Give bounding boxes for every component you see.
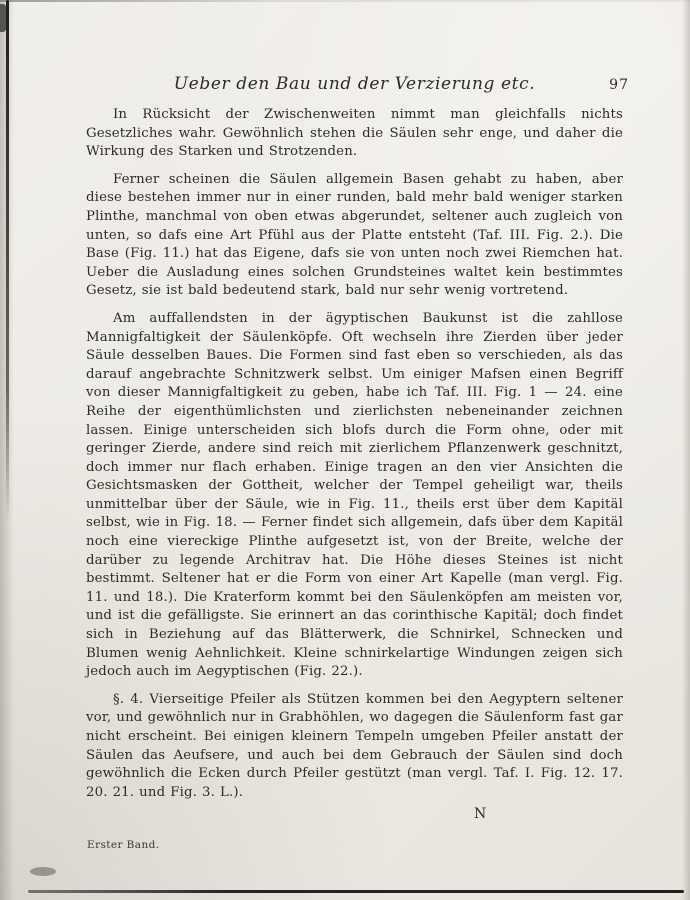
scan-edge-top — [0, 0, 690, 2]
binding-crease-line — [6, 0, 9, 520]
page-body — [86, 106, 623, 802]
page-header — [86, 74, 629, 94]
scan-edge-bottom-line — [28, 890, 684, 893]
paragraph: §. 4. Vierseitige Pfeiler als Stützen kommen bei den Aegyptern seltener vor, und gewöhnlich nur in Grabhöhlen, wo dagegen die Säulenform fast gar nicht erscheint. Bei einigen kleinern Tempeln umgeben Pfeiler anstatt der Säulen das Aeufsere, und auch bei dem Gebrauch der Säulen sind doch gewöhnlich die Ecken durch Pfeiler gestützt (man vergl. Taf. I. Fig. 12. 17. 20. 21. und Fig. 3. L.). — [86, 691, 623, 800]
page-number: 97 — [609, 77, 629, 93]
paragraph: Ferner scheinen die Säulen allgemein Basen gehabt zu haben, aber diese bestehen immer nur in einer runden, bald mehr bald weniger starken Plinthe, manchmal von oben etwas abgerundet, seltener auch zugleich von unten, so dafs eine Art Pfühl aus der Platte entsteht (Taf. III. Fig. 2.). Die Base (Fig. 11.) hat das Eigene, dafs sie von unten noch zwei Riemchen hat. Ueber die Ausladung eines solchen Grundsteines waltet kein bestimmtes Gesetz, sie ist bald bedeutend stark, bald nur sehr wenig vortretend. — [86, 171, 623, 299]
scan-edge-right — [682, 0, 690, 900]
running-title: Ueber den Bau und der Verzierung etc. — [173, 74, 536, 94]
scan-speck — [0, 4, 6, 32]
paragraph: In Rücksicht der Zwischenweiten nimmt man gleichfalls nichts Gesetzliches wahr. Gewöhnlich stehen die Säulen sehr enge, und daher die Wirkung des Starken und Strotzenden. — [86, 107, 623, 160]
volume-label: Erster Band. — [87, 839, 160, 851]
paragraph: Am auffallendsten in der ägyptischen Baukunst ist die zahllose Mannigfaltigkeit der Säulenköpfe. Oft wechseln ihre Zierden über jeder Säule desselben Baues. Die Formen sind fast eben so verschieden, als das darauf angebrachte Schnitzwerk selbst. Um einiger Mafsen einen Begriff von dieser Mannigfaltigkeit zu geben, habe ich Taf. III. Fig. 1 — 24. eine Reihe der eigenthümlichsten und zierlichsten nebeneinander zeichnen lassen. Einige unterscheiden sich blofs durch die Form ohne, oder mit geringer Zierde, andere sind reich mit zierlichem Pflanzenwerk geschnitzt, doch immer nur flach erhaben. Einige tragen an den vier Ansichten die Gesichtsmasken der Gottheit, welcher der Tempel geheiligt war, theils unmittelbar über der Säule, wie in Fig. 11., theils erst über dem Kapitäl selbst, wie in Fig. 18. — Ferner findet sich allgemein, dafs über dem Kapitäl noch eine viereckige Plinthe aufgesetzt ist, von der Breite, welche der darüber zu legende Architrav hat. Die Höhe dieses Steines ist nicht bestimmt. Seltener hat er die Form von einer Art Kapelle (man vergl. Fig. 11. und 18.). Die Kraterform kommt bei den Säulenköpfen am meisten vor, und ist die gefälligste. Sie erinnert an das corinthische Kapitäl; doch findet sich in Beziehung auf das Blätterwerk, die Schnirkel, Schnecken und Blumen wenig Aehnlichkeit. Kleine schnirkelartige Windungen zeigen sich jedoch auch im Aegyptischen (Fig. 22.). — [86, 310, 623, 680]
signature-mark: N — [474, 806, 488, 822]
scan-smudge — [30, 867, 56, 876]
